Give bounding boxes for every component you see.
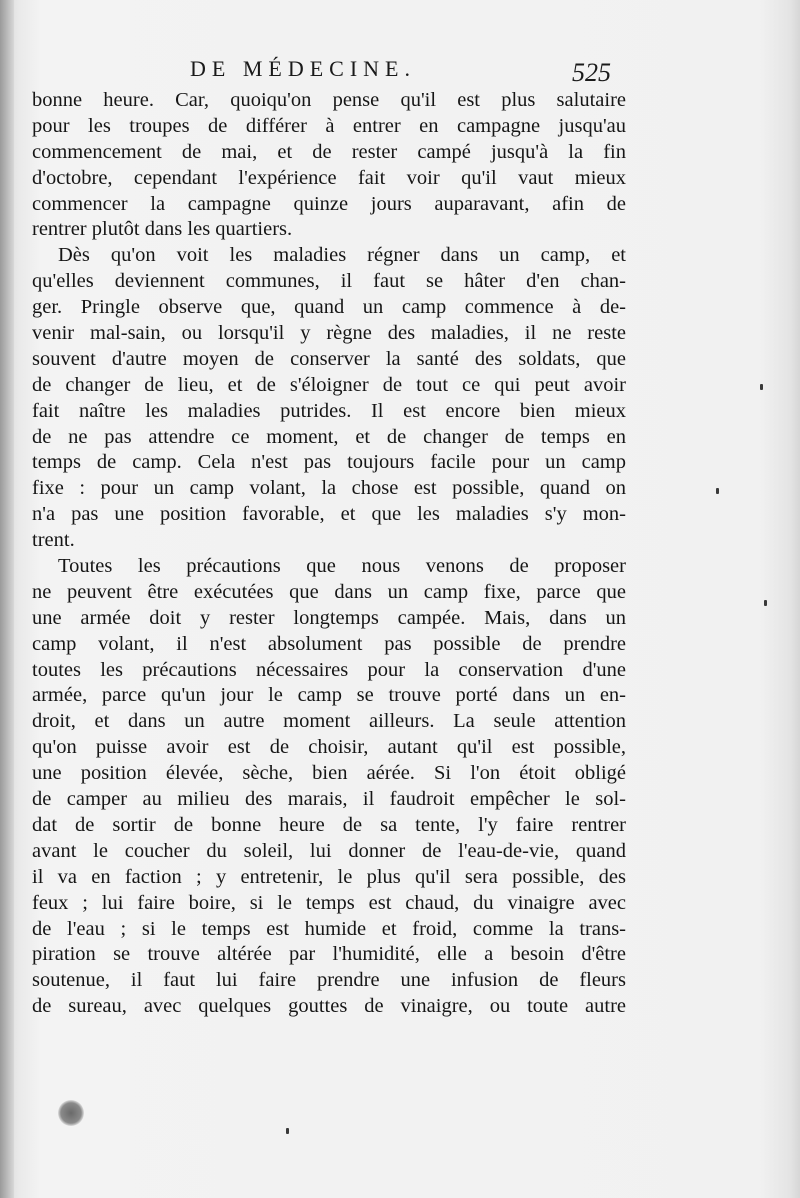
text-line: soutenue, il faut lui faire prendre une infusion de fleurs xyxy=(32,969,626,992)
text-line: rentrer plutôt dans les quartiers. xyxy=(32,218,293,241)
text-line: ne peuvent être exécutées que dans un camp fixe, parce que xyxy=(32,580,626,603)
text-line: de sureau, avec quelques gouttes de vinaigre, ou toute autre xyxy=(32,995,626,1018)
text-line: commencement de mai, et de rester campé jusqu'à la fin xyxy=(32,140,626,163)
text-line: souvent d'autre moyen de conserver la santé des soldats, que xyxy=(32,347,626,370)
ink-stain xyxy=(58,1100,84,1126)
body-text xyxy=(32,88,626,1020)
text-line: dat de sortir de bonne heure de sa tente, l'y faire rentrer xyxy=(32,813,626,836)
text-line: fixe : pour un camp volant, la chose est possible, quand on xyxy=(32,477,626,500)
text-line: pour les troupes de différer à entrer en campagne jusqu'au xyxy=(32,114,626,137)
text-line: commencer la campagne quinze jours auparavant, afin de xyxy=(32,192,626,215)
text-line: piration se trouve altérée par l'humidité, elle a besoin d'être xyxy=(32,943,626,966)
text-line: de ne pas attendre ce moment, et de changer de temps en xyxy=(32,425,626,448)
text-line: n'a pas une position favorable, et que les maladies s'y mon- xyxy=(32,503,626,526)
speck-mark xyxy=(286,1128,289,1134)
text-line: ger. Pringle observe que, quand un camp commence à de- xyxy=(32,296,626,319)
speck-mark xyxy=(760,384,763,390)
text-line: qu'elles deviennent communes, il faut se hâter d'en chan- xyxy=(32,270,626,293)
text-line: d'octobre, cependant l'expérience fait voir qu'il vaut mieux xyxy=(32,166,626,189)
running-title: DE MÉDECINE. xyxy=(190,56,416,81)
paragraph-start: Dès qu'on voit les maladies régner dans un camp, et xyxy=(58,244,626,267)
text-line: de l'eau ; si le temps est humide et froid, comme la trans- xyxy=(32,917,626,940)
text-line: de changer de lieu, et de s'éloigner de tout ce qui peut avoir xyxy=(32,373,626,396)
text-line: camp volant, il n'est absolument pas possible de prendre xyxy=(32,632,626,655)
text-line: bonne heure. Car, quoiqu'on pense qu'il est plus salutaire xyxy=(32,89,626,111)
speck-mark xyxy=(716,488,719,494)
text-line: trent. xyxy=(32,529,75,552)
text-line: qu'on puisse avoir est de choisir, autant qu'il est possible, xyxy=(32,736,626,759)
binding-shadow xyxy=(0,0,14,1198)
text-line: droit, et dans un autre moment ailleurs. La seule attention xyxy=(32,710,626,733)
text-line: il va en faction ; y entretenir, le plus qu'il sera possible, des xyxy=(32,865,626,888)
text-line: de camper au milieu des marais, il faudroit empêcher le sol- xyxy=(32,788,626,811)
text-line: une position élevée, sèche, bien aérée. Si l'on étoit obligé xyxy=(32,762,626,785)
paragraph-start: Toutes les précautions que nous venons de proposer xyxy=(58,555,626,578)
text-line: toutes les précautions nécessaires pour la conservation d'une xyxy=(32,658,626,681)
text-line: temps de camp. Cela n'est pas toujours facile pour un camp xyxy=(32,451,626,474)
text-line: feux ; lui faire boire, si le temps est chaud, du vinaigre avec xyxy=(32,891,626,914)
text-line: une armée doit y rester longtemps campée. Mais, dans un xyxy=(32,606,626,629)
text-line: fait naître les maladies putrides. Il est encore bien mieux xyxy=(32,399,626,422)
speck-mark xyxy=(764,600,767,606)
text-line: armée, parce qu'un jour le camp se trouve porté dans un en- xyxy=(32,684,626,707)
text-line: venir mal-sain, ou lorsqu'il y règne des maladies, il ne reste xyxy=(32,322,626,345)
text-line: avant le coucher du soleil, lui donner de l'eau-de-vie, quand xyxy=(32,839,626,862)
page-number: 525 xyxy=(572,58,611,87)
